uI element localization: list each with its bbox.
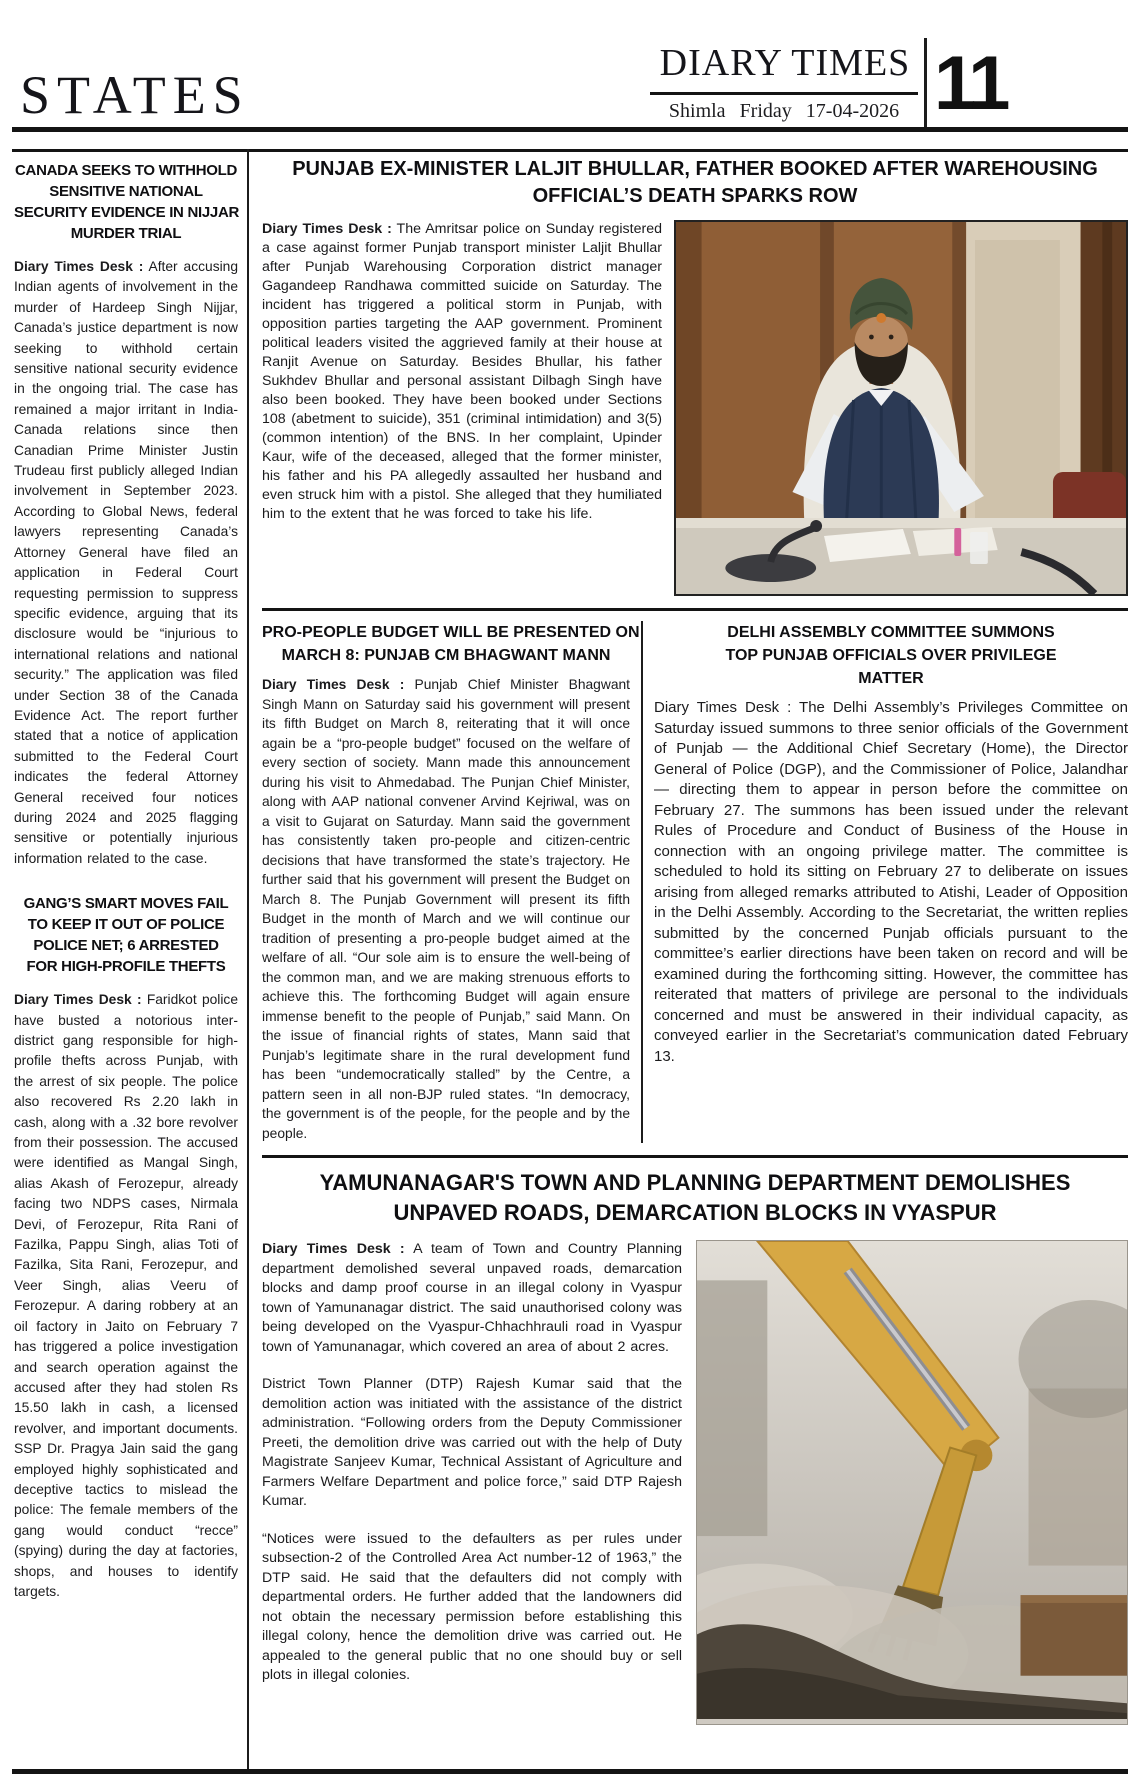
- main-area: [262, 156, 1128, 1725]
- content-top-rule: [12, 149, 1128, 152]
- column-divider: [641, 621, 643, 1143]
- paragraph: District Town Planner (DTP) Rajesh Kumar said that the demolition action was initiated with the assistance of the district administration. “Following orders from the Deputy Commissioner Preeti, the demolition drive was carried out with the help of Duty Magistrate Sanjeev Kumar, Technical Assistant of Agriculture and Farmers Welfare Department and police force,” said DTP Rajesh Kumar.: [262, 1376, 682, 1509]
- minister-photo: [674, 220, 1128, 596]
- dateline-date: 17-04-2026: [805, 100, 900, 122]
- article-content-row: [262, 220, 1128, 596]
- left-column-divider: [247, 149, 249, 1771]
- byline-lead: Diary Times Desk :: [262, 677, 405, 692]
- two-column-section: [262, 621, 1128, 1143]
- article-content-row: [262, 1240, 1128, 1725]
- excavator-photo: [696, 1240, 1128, 1725]
- dateline: [650, 100, 918, 123]
- excavator-photo-illustration: [697, 1241, 1127, 1719]
- article-gang: [14, 893, 238, 1602]
- dateline-day: Friday: [739, 100, 792, 122]
- section-title: STATES: [20, 65, 250, 125]
- minister-photo-illustration: [676, 222, 1126, 594]
- article-body: Diary Times Desk : The Delhi Assembly’s Privileges Committee on Saturday issued summons to three senior officials of the Government of Punjab — the Additional Chief Secretary (Home), the Director General of Police (DGP), and the Commissioner of Police, Jalandhar — directing them to appear in person before the committee on February 27. The summons has been issued under the relevant Rules of Procedure and Conduct of Business of the House in connection with an ongoing privilege matter. The committee is scheduled to hold its sitting on February 27 to deliberate on issues arising from alleged remarks attributed to Atishi, Leader of Opposition in the Delhi Assembly. According to the Secretariat, the written replies submitted by the concerned Punjab officials pursuant to the committee’s earlier directions have been taken on record and will be examined during the forthcoming sitting. However, the committee has reiterated that matters of privilege are personal to the individuals concerned and must be answered in their individual capacity, as conveyed earlier in the Secretariat’s communication dated February 13.: [654, 699, 1128, 1065]
- headline: PUNJAB EX-MINISTER LALJIT BHULLAR, FATHER BOOKED AFTER WAREHOUSING OFFICIAL’S DEATH SPARKS ROW: [292, 158, 1098, 207]
- paragraph: Diary Times Desk : A team of Town and Country Planning department demolished several unpaved roads, demarcation blocks and damp proof course in an illegal colony in Vyaspur town of Yamunanagar district. The said unauthorised colony was being developed on the Vyaspur-Chhachhrauli road in Vyaspur town of Yamunanagar, which covered an area of about 2 acres.: [262, 1241, 682, 1355]
- article-canada: [14, 160, 238, 869]
- masthead-title: DIARY TIMES: [659, 42, 911, 84]
- article-budget: [262, 621, 640, 1143]
- article-yamunanagar: [262, 1168, 1128, 1725]
- headline: DELHI ASSEMBLY COMMITTEE SUMMONS TOP PUNJAB OFFICIALS OVER PRIVILEGE MATTER: [725, 624, 1057, 687]
- masthead-divider: [924, 38, 927, 130]
- byline-lead: Diary Times Desk :: [262, 1241, 405, 1257]
- article-delhi: [654, 621, 1128, 1143]
- article-body: [262, 1240, 682, 1725]
- byline-lead: Diary Times Desk :: [14, 992, 142, 1008]
- bottom-rule: [12, 1769, 1128, 1774]
- paragraph: “Notices were issued to the defaulters as per rules under subsection-2 of the Controlled Area Act number-12 of 1963,” the DTP said. He said that the defaulters did not comply with departmental orders. He further added that the landowners did not obtain the necessary permission before establishing this illegal colony, hence the demolition drive was carried out. He appealed to the general public that no one should buy or sell plots in illegal colonies.: [262, 1530, 682, 1683]
- article-body: Diary Times Desk : Faridkot police have busted a notorious inter-district gang responsible for high-profile thefts across Punjab, with the arrest of six people. The police also recovered Rs 2.20 lakh in cash, along with a .32 bore revolver from their possession. The accused were identified as Mangal Singh, alias Akash of Ferozepur, already facing two NDPS cases, Nirmala Devi, of Ferozepur, Rita Rani of Fazilka, Pappu Singh, alias Toti of Fazilka, Sita Rani, Ferozepur, and Veer Singh, alias Veeru of Ferozepur. A daring robbery at an oil factory in Jaito on February 7 has triggered a police investigation and search operation against the accused after they had stolen Rs 15.50 lakh in cash, a licensed revolver, and important documents. SSP Dr. Pragya Jain said the gang employed highly sophisticated and deceptive tactics to mislead the police: The female members of the gang would conduct “recce” (spying) during the day at factories, shops, and houses to identify targets.: [14, 992, 238, 1599]
- article-divider-2: [262, 1155, 1128, 1158]
- header-rule: [12, 127, 1128, 132]
- dateline-city: Shimla: [668, 100, 726, 122]
- left-column: [14, 160, 238, 1602]
- page-number: 11: [934, 41, 1007, 126]
- headline: PRO-PEOPLE BUDGET WILL BE PRESENTED ON MARCH 8: PUNJAB CM BHAGWANT MANN: [262, 624, 640, 664]
- byline-lead: Diary Times Desk :: [14, 259, 144, 274]
- article-body: Diary Times Desk : Punjab Chief Minister Bhagwant Singh Mann on Saturday said his government will present its fifth Budget on March 8, reiterating that it will once again be a “pro-people budget” focused on the welfare of every section of society. Mann made this announcement during his visit to Ahmedabad. The Punjan Chief Minister, along with AAP national convener Arvind Kejriwal, was on a visit to Gujarat on Saturday. Mann said the government has consistently taken pro-people and citizen-centric decisions that have transformed the state’s trajectory. He further said that his government will present the Budget on March 8. The Punjab Government will present its fifth Budget in the month of March and we will continue our tradition of presenting a pro-people budget aimed at the welfare of all. “Our sole aim is to ensure the well-being of the common man, and we are making strenuous efforts to achieve this. The forthcoming Budget will again ensure immense benefit to the people of Punjab,” said Mann. On the issue of financial rights of states, Mann said that Punjab’s legitimate share in the rural development fund has been “undemocratically stalled” by the Centre, a pattern seen in all non-BJP ruled states. “In democracy, the government is of the people, for the people and by the people.: [262, 677, 630, 1141]
- headline: CANADA SEEKS TO WITHHOLD SENSITIVE NATIONAL SECURITY EVIDENCE IN NIJJAR MURDER TRIAL: [14, 162, 240, 242]
- article-divider-1: [262, 608, 1128, 611]
- masthead-rule: [650, 92, 918, 95]
- article-body: Diary Times Desk : The Amritsar police on Sunday registered a case against former Punjab transport minister Laljit Bhullar after Punjab Warehousing Corporation district manager Gagandeep Randhawa committed suicide on Saturday. The incident has triggered a political storm in Punjab, with opposition parties targeting the AAP government. Prominent political leaders visited the aggrieved family at their house at Ranjit Avenue on Saturday. Besides Bhullar, his father Sukhdev Bhullar and personal assistant Dilbagh Singh have also been booked. They have been booked under Sections 108 (abetment to suicide), 351 (criminal intimidation) and 3(5) (common intention) of the BNS. In her complaint, Upinder Kaur, wife of the deceased, alleged that the former minister, his father and his PA allegedly assaulted her husband and even struck him with a pistol. She alleged that they humiliated him to the extent that he was forced to take his life.: [262, 221, 662, 522]
- article-body: Diary Times Desk : After accusing Indian agents of involvement in the murder of Hardeep Singh Nijjar, Canada’s justice department is now seeking to withhold certain sensitive national security evidence in the ongoing trial. The case has remained a major irritant in India-Canada relations since then Canadian Prime Minister Justin Trudeau first publicly alleged Indian involvement in September 2023. According to Global News, federal lawyers representing Canada’s Attorney General have filed an application in Federal Court requesting permission to suppress specific evidence, arguing that its disclosure would be “injurious to international relations and national security.” The application was filed under Section 38 of the Canada Evidence Act. The report further stated that a notice of application submitted to the Federal Court indicates the federal Attorney General received four notices during 2024 and 2025 flagging sensitive or potentially injurious information related to the case.: [14, 259, 238, 866]
- byline-lead: Diary Times Desk :: [262, 221, 392, 237]
- headline: GANG’S SMART MOVES FAIL TO KEEP IT OUT OF POLICE POLICE NET; 6 ARRESTED FOR HIGH-PROFILE THEFTS: [23, 895, 229, 976]
- headline: YAMUNANAGAR'S TOWN AND PLANNING DEPARTMENT DEMOLISHES UNPAVED ROADS, DEMARCATION BLOCKS IN VYASPUR: [319, 1170, 1071, 1225]
- article-bhullar: [262, 156, 1128, 596]
